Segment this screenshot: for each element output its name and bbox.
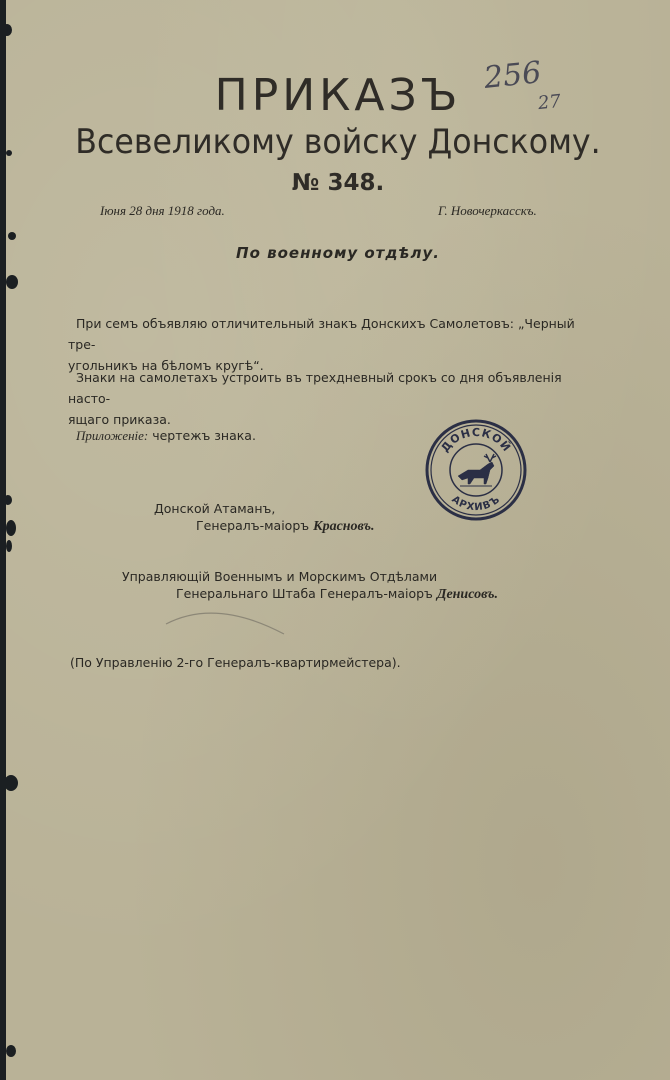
archive-number: 256: [482, 55, 543, 96]
attachment-text: чертежъ знака.: [152, 428, 256, 443]
ataman-signature: [154, 500, 375, 535]
binding-hole: [6, 1045, 16, 1057]
paragraph-2-line-2: ящаго приказа.: [68, 412, 171, 427]
document-title: ПРИКАЗЪ: [214, 70, 462, 121]
manager-rank: Генеральнаго Штаба Генералъ-маіоръ: [176, 586, 433, 601]
binding-hole: [6, 24, 12, 36]
section-title: По военному отдѣлу.: [236, 244, 440, 262]
archive-subnumber: 27: [536, 90, 562, 115]
manager-title: Управляющій Военнымъ и Морскимъ Отдѣлами: [122, 569, 438, 584]
binding-hole: [6, 775, 18, 791]
paragraph-2-line-1: Знаки на самолетахъ устроить въ трехдневный срокъ со дня объявленія насто-: [68, 370, 562, 406]
ataman-title: Донской Атаманъ,: [154, 501, 276, 516]
deer-emblem-icon: [458, 454, 496, 486]
order-place: Г. Новочеркасскъ.: [438, 203, 537, 218]
binding-hole: [6, 540, 12, 552]
binding-hole: [8, 232, 16, 240]
order-date: Іюня 28 дня 1918 года.: [100, 203, 225, 218]
document-subtitle: Всевеликому войску Донскому.: [75, 122, 601, 162]
archive-stamp: [424, 418, 528, 522]
manager-name: Денисовъ.: [436, 587, 499, 602]
order-number: № 348.: [291, 170, 385, 196]
stamp-bottom-text: АРХИВЪ: [449, 493, 503, 514]
attachment-label: Приложеніе:: [76, 428, 149, 443]
binding-hole: [6, 150, 12, 156]
footer-note: (По Управленію 2-го Генералъ-квартирмейстера).: [70, 655, 401, 670]
binding-hole: [6, 495, 12, 505]
ataman-name: Красновъ.: [313, 519, 375, 534]
binding-hole: [6, 275, 18, 289]
stamp-top-text: ДОНСКОЙ: [438, 425, 514, 455]
paragraph-1-line-2: угольникъ на бѣломъ кругѣ“.: [68, 358, 264, 373]
pencil-mark: [156, 596, 296, 636]
left-binding-edge: [6, 0, 24, 1080]
document-page: [6, 0, 670, 1080]
ataman-rank: Генералъ-маіоръ: [196, 518, 310, 533]
paragraph-1-line-1: При семъ объявляю отличительный знакъ Донскихъ Самолетовъ: „Черный тре-: [68, 316, 575, 352]
binding-hole: [6, 520, 16, 536]
